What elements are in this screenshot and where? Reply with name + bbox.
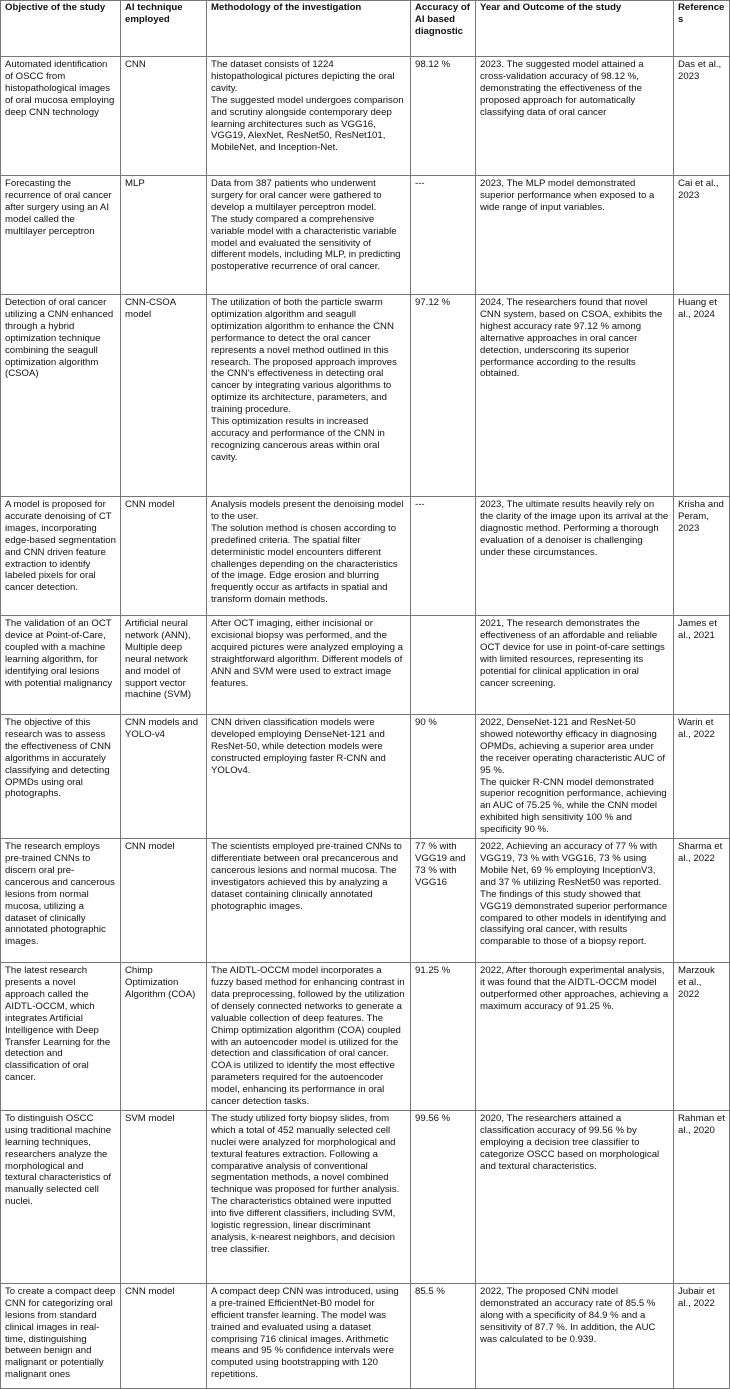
- methodology-paragraph: The utilization of both the particle swarm optimization algorithm and seagull optimization algorithm to enhance the CNN performance to detect the oral cancer represents a novel method outlined in this research. The proposed approach improves the CNN's effectiveness in detecting oral cancer by integrating various algorithms to optimize its architecture, parameters, and training procedure.: [211, 297, 397, 416]
- reference-cell: Rahman et al., 2020: [674, 1110, 730, 1283]
- table-row: [1, 295, 730, 497]
- methodology-cell: [207, 839, 411, 963]
- outcome-paragraph: 2021, The research demonstrates the effectiveness of an affordable and reliable OCT device for use in point-of-care settings with limited resources, representing its potential for clinical application in oral cancer screening.: [480, 618, 665, 689]
- reference-cell: Das et al., 2023: [674, 57, 730, 176]
- methodology-paragraph: A compact deep CNN was introduced, using a pre-trained EfficientNet-B0 model for efficient transfer learning. The model was trained and evaluated using a dataset comprising 716 clinical images. Arithmetic means and 95 % confidence intervals were computed using bootstrapping with 120 repetitions.: [211, 1285, 399, 1381]
- header-accuracy: Accuracy of AI based diagnostic: [411, 1, 476, 57]
- reference-cell: James et al., 2021: [674, 616, 730, 715]
- objective-cell: Detection of oral cancer utilizing a CNN enhanced through a hybrid optimization technique combining the seagull optimization algorithm (CSOA): [1, 295, 121, 497]
- objective-cell: The research employs pre-trained CNNs to discern oral pre-cancerous and cancerous lesions from normal mucosa, utilizing a dataset of clinically annotated photographic images.: [1, 839, 121, 963]
- outcome-cell: [476, 715, 674, 839]
- technique-cell: CNN: [121, 57, 207, 176]
- outcome-cell: [476, 1283, 674, 1388]
- outcome-paragraph: 2022, The proposed CNN model demonstrated an accuracy rate of 85.5 % along with a specificity of 84.9 % and a sensitivity of 87.7 %. In addition, the AUC was calculated to be 0.939.: [480, 1285, 656, 1345]
- reference-cell: Sharma et al., 2022: [674, 839, 730, 963]
- outcome-paragraph: 2020, The researchers attained a classification accuracy of 99.56 % by employing a decision tree classifier to categorize OSCC based on morphological and textural characteristics.: [480, 1112, 660, 1172]
- accuracy-cell: 97.12 %: [411, 295, 476, 497]
- table-row: [1, 497, 730, 616]
- table-row: [1, 616, 730, 715]
- methodology-cell: [207, 57, 411, 176]
- methodology-cell: [207, 1110, 411, 1283]
- accuracy-cell: 90 %: [411, 715, 476, 839]
- table-row: [1, 1283, 730, 1388]
- methodology-paragraph: The study utilized forty biopsy slides, from which a total of 452 manually selected cell nuclei were analyzed for morphological and textural features extraction. Following a comparative analysis of conventional segmentation methods, a novel combined technique was proposed for further analysis. The characteristics obtained were inputted into five different classifiers, including SVM, logistic regression, linear discriminant analysis, k-nearest neighbors, and decision tree classifier.: [211, 1112, 400, 1255]
- objective-cell: The objective of this research was to assess the effectiveness of CNN algorithms in accurately classifying and detecting OPMDs using oral photographs.: [1, 715, 121, 839]
- technique-cell: Chimp Optimization Algorithm (COA): [121, 963, 207, 1111]
- methodology-paragraph: The suggested model undergoes comparison and scrutiny alongside contemporary deep learning architectures such as VGG16, VGG19, AlexNet, ResNet50, ResNet101, MobileNet, and Inception-Net.: [211, 94, 404, 154]
- methodology-cell: [207, 295, 411, 497]
- reference-cell: Huang et al., 2024: [674, 295, 730, 497]
- accuracy-cell: 99.56 %: [411, 1110, 476, 1283]
- table-row: [1, 57, 730, 176]
- accuracy-cell: [411, 616, 476, 715]
- objective-cell: The validation of an OCT device at Point-of-Care, coupled with a machine learning algorithm, for identifying oral lesions with potential malignancy: [1, 616, 121, 715]
- outcome-cell: [476, 1110, 674, 1283]
- outcome-cell: [476, 963, 674, 1111]
- methodology-paragraph: The dataset consists of 1224 histopathological pictures depicting the oral cavity.: [211, 59, 395, 94]
- methodology-paragraph: The scientists employed pre-trained CNNs to differentiate between oral precancerous and cancerous lesions and normal mucosa. The investigators achieved this by analyzing a dataset containing clinically annotated photographic images.: [211, 841, 402, 912]
- methodology-paragraph: The AIDTL-OCCM model incorporates a fuzzy based method for enhancing contrast in data preprocessing, followed by the utilization of densely connected networks to generate a valuable collection of deep features. The Chimp optimization algorithm (COA) coupled with an autoencoder model is utilized for the detection and classification of oral cancer. COA is utilized to identify the most effective parameters required for the autoencoder model, enhancing its performance in oral cancer detection tasks.: [211, 965, 405, 1108]
- accuracy-cell: 77 % with VGG19 and 73 % with VGG16: [411, 839, 476, 963]
- objective-cell: A model is proposed for accurate denoising of CT images, incorporating edge-based segmentation and CNN driven feature extraction to identify labeled pixels for oral cancer detection.: [1, 497, 121, 616]
- outcome-paragraph: 2023. The suggested model attained a cross-validation accuracy of 98.12 %, demonstrating the effectiveness of the proposed approach for automatically classifying data of oral cancer: [480, 59, 644, 118]
- reference-cell: Krisha and Peram, 2023: [674, 497, 730, 616]
- methodology-cell: [207, 616, 411, 715]
- objective-cell: To distinguish OSCC using traditional machine learning techniques, researchers analyze the morphological and textural characteristics of manually selected cell nuclei.: [1, 1110, 121, 1283]
- accuracy-cell: 98.12 %: [411, 57, 476, 176]
- outcome-cell: [476, 839, 674, 963]
- accuracy-cell: ---: [411, 497, 476, 616]
- header-references: References: [674, 1, 730, 57]
- outcome-paragraph: 2024, The researchers found that novel CNN system, based on CSOA, exhibits the highest accuracy rate 97.12 % among alternative approaches in oral cancer detection, underscoring its superior performance according to the results obtained.: [480, 297, 663, 380]
- outcome-paragraph: 2022, DenseNet-121 and ResNet-50 showed noteworthy efficacy in diagnosing OPMDs, achieving a superior area under the receiver operating characteristic AUC of 95 %.: [480, 717, 666, 776]
- reference-cell: Warin et al., 2022: [674, 715, 730, 839]
- objective-cell: The latest research presents a novel approach called the AIDTL-OCCM, which integrates Artificial Intelligence with Deep Transfer Learning for the detection and classification of oral cancer.: [1, 963, 121, 1111]
- outcome-cell: [476, 616, 674, 715]
- methodology-cell: [207, 1283, 411, 1388]
- objective-cell: To create a compact deep CNN for categorizing oral lesions from standard clinical images in real-time, distinguishing between benign and malignant or potentially malignant ones: [1, 1283, 121, 1388]
- reference-cell: Cai et al., 2023: [674, 176, 730, 295]
- technique-cell: SVM model: [121, 1110, 207, 1283]
- technique-cell: CNN models and YOLO-v4: [121, 715, 207, 839]
- accuracy-cell: 91.25 %: [411, 963, 476, 1111]
- methodology-cell: [207, 176, 411, 295]
- header-row: [1, 1, 730, 57]
- outcome-cell: [476, 295, 674, 497]
- header-methodology: Methodology of the investigation: [207, 1, 411, 57]
- methodology-paragraph: After OCT imaging, either incisional or excisional biopsy was performed, and the acquired pictures were analyzed employing a straightforward algorithm. Different models of ANN and SVM were used to extract image features.: [211, 618, 403, 689]
- methodology-paragraph: The study compared a comprehensive variable model with a characteristic variable model and evaluated the sensitivity of different models, including MLP, in predicting postoperative recurrence of oral cancer.: [211, 213, 401, 273]
- outcome-cell: [476, 176, 674, 295]
- technique-cell: CNN model: [121, 497, 207, 616]
- outcome-cell: [476, 57, 674, 176]
- header-objective: Objective of the study: [1, 1, 121, 57]
- header-technique: AI technique employed: [121, 1, 207, 57]
- table-row: [1, 715, 730, 839]
- technique-cell: CNN model: [121, 1283, 207, 1388]
- outcome-cell: [476, 497, 674, 616]
- table-row: [1, 176, 730, 295]
- methodology-cell: [207, 715, 411, 839]
- accuracy-cell: 85.5 %: [411, 1283, 476, 1388]
- outcome-paragraph: 2022, After thorough experimental analysis, it was found that the AIDTL-OCCM model outperformed other approaches, achieving a maximum accuracy of 91.25 %.: [480, 965, 669, 1012]
- technique-cell: CNN model: [121, 839, 207, 963]
- reference-cell: Marzouk et al., 2022: [674, 963, 730, 1111]
- outcome-paragraph: The quicker R-CNN model demonstrated superior recognition performance, achieving an AUC of 75.25 %, while the CNN model exhibited high sensitivity 100 % and specificity 90 %.: [480, 776, 667, 836]
- header-outcome: Year and Outcome of the study: [476, 1, 674, 57]
- outcome-paragraph: 2022, Achieving an accuracy of 77 % with VGG19, 73 % with VGG16, 73 % using Mobile Net, 69 % employing InceptionV3, and 37 % utilizing ResNet50 was reported. The findings of this study showed that VGG19 demonstrated superior performance compared to other models in identifying and classifying oral cancer, with results comparable to those of a biopsy report.: [480, 841, 668, 948]
- methodology-paragraph: This optimization results in increased accuracy and performance of the CNN in recognizing cancerous areas within oral cavity.: [211, 416, 385, 463]
- outcome-paragraph: 2023, The ultimate results heavily rely on the clarity of the image upon its arrival at the diagnostic method. Performing a thorough evaluation of a denoiser is challenging under these circumstances.: [480, 499, 669, 558]
- accuracy-cell: ---: [411, 176, 476, 295]
- technique-cell: MLP: [121, 176, 207, 295]
- objective-cell: Forecasting the recurrence of oral cancer after surgery using an AI model called the multilayer perceptron: [1, 176, 121, 295]
- table-row: [1, 1110, 730, 1283]
- methodology-paragraph: CNN driven classification models were developed employing DenseNet-121 and ResNet-50, while detection models were constructed employing faster R-CNN and YOLOv4.: [211, 717, 386, 776]
- table-row: [1, 839, 730, 963]
- table-row: [1, 963, 730, 1111]
- technique-cell: CNN-CSOA model: [121, 295, 207, 497]
- objective-cell: Automated identification of OSCC from histopathological images of oral mucosa employing deep CNN technology: [1, 57, 121, 176]
- technique-cell: Artificial neural network (ANN), Multiple deep neural network and model of support vector machine (SVM): [121, 616, 207, 715]
- methodology-paragraph: The solution method is chosen according to predefined criteria. The spatial filter deterministic model encounters different challenges depending on the characteristics of the image. Edge erosion and blurring frequently occur as artifacts in spatial and transform domain methods.: [211, 522, 398, 606]
- methodology-paragraph: Analysis models present the denoising model to the user.: [211, 499, 404, 522]
- methodology-cell: [207, 497, 411, 616]
- methodology-cell: [207, 963, 411, 1111]
- reference-cell: Jubair et al., 2022: [674, 1283, 730, 1388]
- outcome-paragraph: 2023, The MLP model demonstrated superior performance when exposed to a wide range of input variables.: [480, 178, 655, 213]
- methodology-paragraph: Data from 387 patients who underwent surgery for oral cancer were gathered to develop a multilayer perceptron model.: [211, 178, 382, 213]
